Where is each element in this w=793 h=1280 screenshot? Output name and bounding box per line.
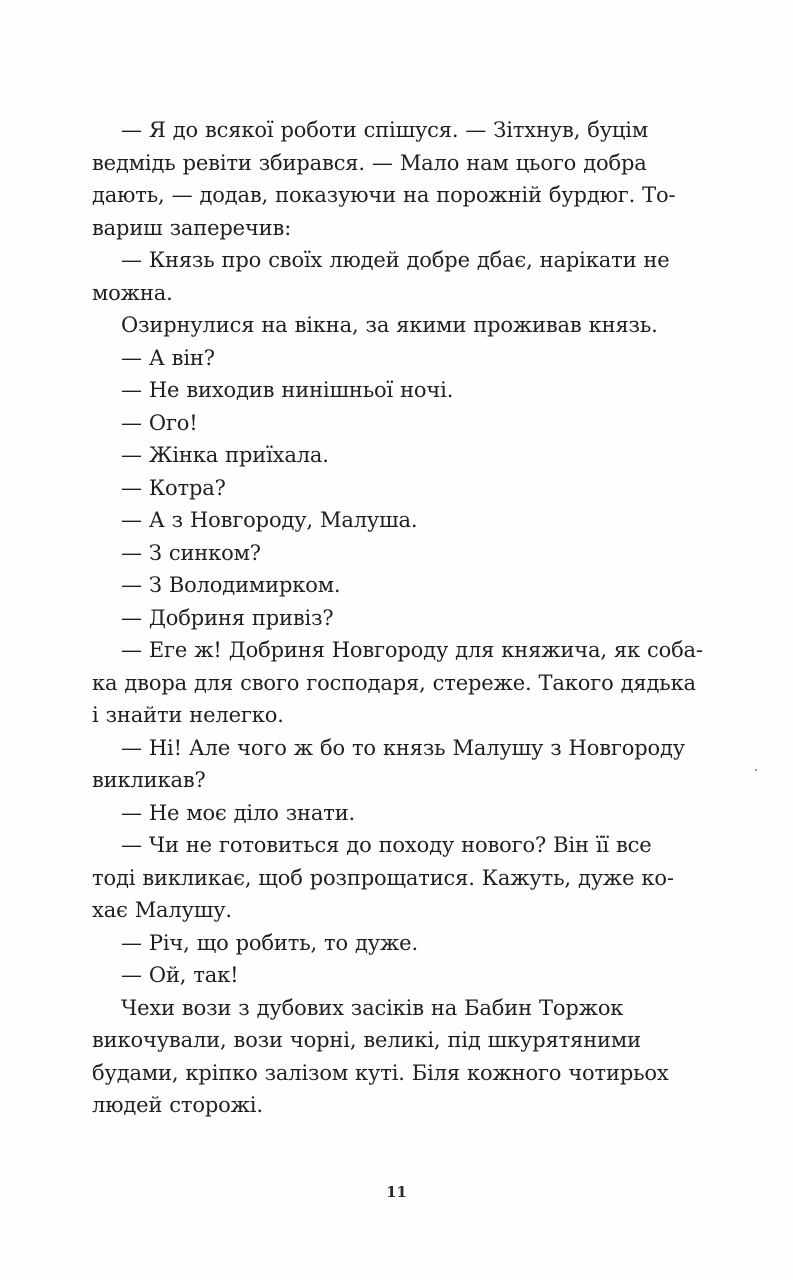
page-number: 11 <box>386 1183 407 1201</box>
text-line: дають, — додав, показуючи на порожній бурдюг. То- <box>92 183 676 207</box>
text-line: — Я до всякої роботи спішуся. — Зітхнув, буцім <box>121 118 649 142</box>
text-line: — Жінка приїхала. <box>121 443 329 467</box>
text-line: тоді викликає, щоб розпрощатися. Кажуть, дуже ко- <box>92 865 674 890</box>
page-text <box>92 114 703 1122</box>
text-line: — Еге ж! Добриня Новгороду для княжича, як соба- <box>121 638 703 662</box>
text-line: людей сторожі. <box>92 1093 263 1117</box>
scan-speck <box>755 769 757 771</box>
text-line: — З синком? <box>121 540 261 565</box>
text-line: — Ой, так! <box>121 963 239 987</box>
text-line: ведмідь ревіти збирався. — Мало нам цього добра <box>92 150 647 175</box>
text-line: будами, кріпко залізом куті. Біля кожного чотирьох <box>92 1060 669 1085</box>
text-line: ка двора для свого господаря, стереже. Такого дядька <box>92 670 696 695</box>
text-line: Озирнулися на вікна, за якими проживав князь. <box>121 313 658 337</box>
text-line: — Князь про своїх людей добре дбає, нарікати не <box>121 248 670 272</box>
text-line: викликав? <box>92 768 206 792</box>
text-line: Чехи вози з дубових засіків на Бабин Торжок <box>121 995 624 1020</box>
text-line: викочували, вози чорні, великі, під шкурятяними <box>92 1028 641 1052</box>
text-line: — А він? <box>121 345 215 370</box>
text-line: можна. <box>92 280 173 305</box>
text-line: — Не моє діло знати. <box>121 800 356 825</box>
text-line: — Добриня привіз? <box>121 605 334 630</box>
text-line: — З Володимирком. <box>121 573 341 597</box>
text-line: — Ні! Але чого ж бо то князь Малушу з Новгороду <box>121 735 685 760</box>
text-line: — Річ, що робить, то дуже. <box>121 930 418 955</box>
text-line: — Чи не готовиться до походу нового? Він її все <box>121 833 652 857</box>
text-line: і знайти нелегко. <box>92 703 284 727</box>
text-line: — А з Новгороду, Малуша. <box>121 508 418 532</box>
text-line: — Котра? <box>121 475 226 500</box>
text-line: вариш заперечив: <box>92 215 292 240</box>
text-line: — Не виходив нинішньої ночі. <box>121 378 454 402</box>
text-line: — Ого! <box>121 410 198 435</box>
text-line: хає Малушу. <box>92 898 232 922</box>
